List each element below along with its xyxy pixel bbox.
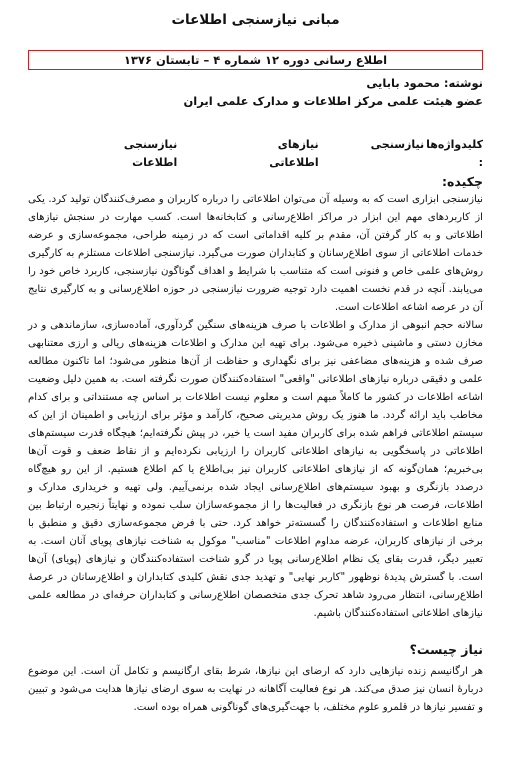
abstract-paragraph: سالانه حجم انبوهی از مدارک و اطلاعات با صرف هزینه‌های سنگین گردآوری، آماده‌سازی، سازماندهی و در مخازن دستی و ماشینی ذخیره می‌شود. برای تهیه این مدارک و اطلاعات هزینه‌های ریالی و ارزی معتنابهی صرف شده و هزینه‌های مضاعفی نیز برای نگهداری و حفاظت از آن‌ها منظور می‌شود؛ اما تاکنون مطالعه علمی و دقیقی درباره نیازهای اطلاعاتی "واقعی" استفاده‌کنندگان صورت نگرفته است. به همین دلیل وضعیت اشاعه اطلاعات در کشور ما کاملاً مبهم است و معلوم نیست اطلاعات بر اساس چه مستنداتی و برای کدام مخاطب باید ارائه گردد. ما هنوز یک روش مدیریتی صحیح، کارآمد و مؤثر برای ارزیابی و اطمینان از این که سیستم اطلاعاتی فراهم شده برای کاربران مفید است یا خیر، در پیش نگرفته‌ایم؛ هیچگاه قدرت سیستم‌های اطلاعاتی در پاسخگویی به نیازهای اطلاعاتی کاربران را ارزیابی نکرده‌ایم و از نقاط ضعف و قوت آن‌ها بی‌خبریم؛ همان‌گونه که از نیازهای اطلاعاتی کاربران نیز بی‌اطلاع یا کم اطلاع هستیم. از این رو هیچ‌گاه درصدد بازنگری و بهبود سیستم‌های اطلاع‌رسانی ایجاد شده برنمی‌آییم. ولی تهیه و خریداری مدارک و اطلاعات، فرصت هر نوع بازنگری در فعالیت‌ها را از مجموعه‌سازان سلب نموده و نهایتاً زنجیره ارتباط بین منابع اطلاعات و استفاده‌کنندگان را گسسته‌تر خواهد کرد. حتی با فرض مجموعه‌سازی دقیق و منطبق با برخی از نیازهای کاربران، عرضه مداوم اطلاعات "مناسب" موکول به شناخت نیازهای پویای آنان است. به تعبیر دیگر، قدرت بقای یک نظام اطلاع‌رسانی پویا در گرو شناخت استفاده‌کنندگان و نیازهای (پویای) آن‌ها است. با گسترش پدیدهٔ نوظهور "کاربر نهایی" و تهدید جدی نقش کلیدی کتابداران و اطلاع‌رسانان در عرصهٔ اطلاع‌رسانی، انتظار می‌رود شاهد تحرک جدی متخصصان اطلاع‌رسانی و کتابداران حرفه‌ای در مطالعه علمی نیازهای اطلاعاتی استفاده‌کنندگان باشیم. (28, 320, 483, 619)
section-heading: نیاز چیست؟ (409, 642, 483, 657)
keyword-item: نیازسنجی اطلاعات (123, 138, 178, 169)
keywords-label: کلیدواژه‌ها : (426, 138, 483, 169)
author-affiliation: عضو هیئت علمی مرکز اطلاعات و مدارک علمی ایران (183, 94, 483, 108)
keywords-row (28, 136, 483, 172)
abstract-paragraph: نیازسنجی ابزاری است که به وسیله آن می‌توان اطلاعاتی را درباره کاربران و مصرف‌کنندگان تولید کرد. یکی از کاربردهای مهم این ابزار در مراکز اطلاع‌رسانی و کتابخانه‌ها است. کسب مهارت در سنجش نیازهای اطلاعاتی و به کار گرفتن آن، مقدم بر کلیه اقداماتی است که در زمینه طراحی، مجموعه‌سازی و عرضه خدمات اطلاعاتی از سوی اطلاع‌رسانان و کتابداران صورت می‌گیرد. نیازسنجی اطلاعات مستلزم به کارگیری روش‌های علمی خاص و فنونی است که متناسب با شرایط و اهداف گوناگون نیازسنجی، کاربرد خاص خود را می‌یابند. آنچه در قدم نخست اهمیت دارد توجیه ضرورت نیازسنجی در حوزه اطلاع‌رسانی و به کارگیری نتایج آن در عرصه اشاعه اطلاعات است. (28, 194, 483, 313)
keyword-item: نیازسنجی (370, 138, 425, 151)
keyword-item: نیازهای اطلاعاتی (269, 138, 319, 169)
issue-citation-box: اطلاع رسانی دوره ۱۲ شماره ۴ – تابستان ۱۳۷۶ (28, 50, 483, 70)
abstract-heading: چکیده: (442, 174, 483, 189)
article-title: مبانی نیازسنجی اطلاعات (171, 12, 340, 28)
author-name: نوشته: محمود بابایی (366, 76, 483, 90)
section-paragraph: هر ارگانیسم زنده نیازهایی دارد که ارضای این نیازها، شرط بقای ارگانیسم و تکامل آن است. این موضوع دربارهٔ انسان نیز صدق می‌کند. هر نوع فعالیت آگاهانه در نهایت به سوی ارضای نیازها هدایت می‌شود و تبیین و تفسیر نیازها در قلمرو علوم مختلف، با جهت‌گیری‌های گوناگونی همراه بوده است. (28, 666, 483, 713)
